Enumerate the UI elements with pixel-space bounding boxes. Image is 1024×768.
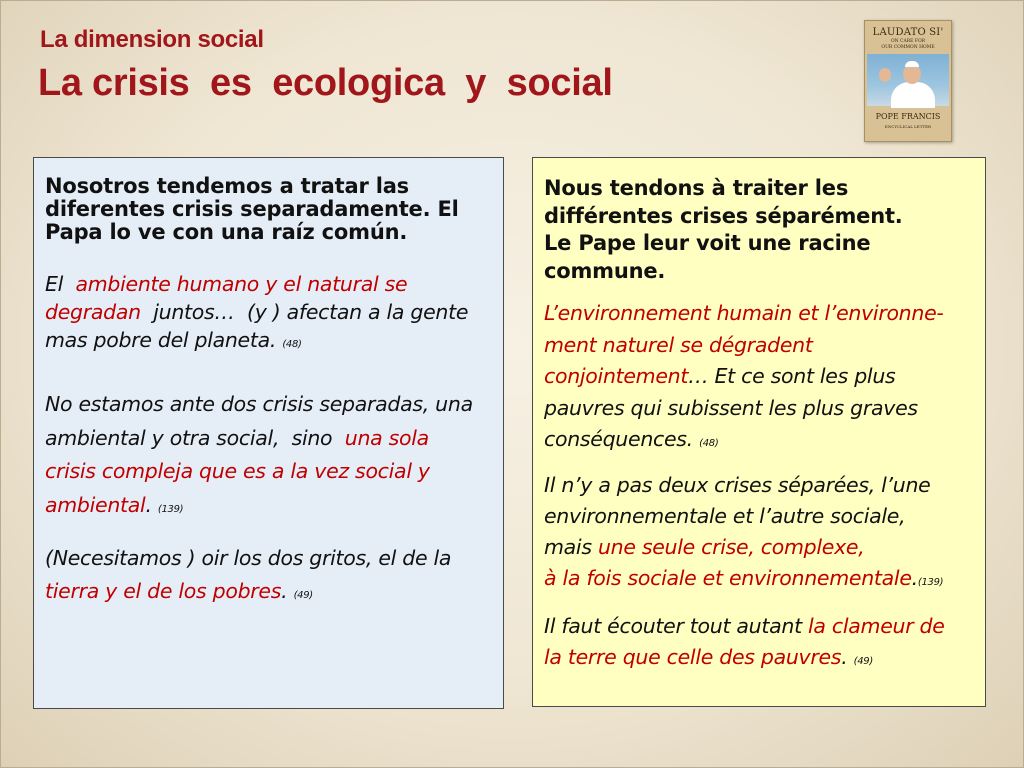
- text-highlight: degradan: [45, 300, 141, 324]
- french-lead: [544, 175, 903, 285]
- text: juntos… (y ) afectan a la gente: [140, 300, 469, 324]
- text-highlight: crisis compleja que es a la vez social y: [45, 459, 430, 483]
- citation-ref: (48): [282, 339, 302, 350]
- text: mais: [544, 535, 598, 559]
- book-footer: ENCYCLICAL LETTER: [884, 124, 932, 129]
- text: .: [841, 645, 854, 669]
- text-highlight: une seule crise, complexe,: [597, 535, 865, 559]
- french-lead-line-4: commune.: [544, 258, 666, 283]
- citation-ref: (48): [699, 438, 719, 449]
- french-lead-line-3: Le Pape leur voit une racine: [544, 231, 871, 255]
- text-highlight: la terre que celle des pauvres: [544, 645, 842, 669]
- book-subtitle-2: OUR COMMON HOME: [881, 45, 935, 50]
- text: Il n’y a pas deux crises séparées, l’une: [544, 473, 931, 497]
- text-highlight: ambiente humano y el natural se: [69, 272, 408, 296]
- french-text-box: [532, 157, 986, 707]
- book-cover-image: [864, 20, 952, 142]
- text: (Necesitamos ) oir los dos gritos, el de la: [45, 546, 452, 570]
- spanish-paragraph-2: [45, 388, 473, 526]
- text-highlight: à la fois sociale et environnementale: [544, 566, 912, 590]
- slide-subtitle: La dimension social: [40, 26, 264, 53]
- book-subtitle-1: ON CARE FOR: [890, 39, 926, 44]
- text: mas pobre del planeta.: [45, 328, 283, 352]
- text-highlight: tierra y el de los pobres: [45, 579, 282, 603]
- spanish-text-box: [33, 157, 504, 709]
- text: pauvres qui subissent les plus graves: [544, 395, 918, 420]
- text: El: [45, 272, 70, 296]
- text: No estamos ante dos crisis separadas, una: [45, 392, 473, 416]
- book-title: LAUDATO SI': [872, 27, 944, 38]
- citation-ref: (139): [157, 503, 184, 515]
- text: ambiental y otra social, sino: [45, 425, 339, 450]
- citation-ref: (49): [853, 656, 873, 667]
- text: environnementale et l’autre sociale,: [544, 504, 906, 528]
- slide-title: La crisis es ecologica y social: [38, 62, 613, 104]
- spanish-lead: [45, 175, 459, 244]
- text: Il faut écouter tout autant: [544, 614, 809, 638]
- text-highlight: ambiental: [45, 492, 146, 517]
- text-highlight: ment naturel se dégradent: [544, 332, 813, 357]
- spanish-lead-line-1: Nosotros tendemos a tratar las: [45, 174, 409, 198]
- text-highlight: conjointement: [544, 364, 689, 388]
- book-author: POPE FRANCIS: [875, 112, 941, 121]
- french-lead-line-1: Nous tendons à traiter les: [544, 176, 849, 200]
- citation-ref: (139): [917, 577, 944, 588]
- text: .: [911, 566, 918, 590]
- spanish-paragraph-1: [45, 270, 468, 359]
- text: … Et ce sont les plus: [688, 364, 896, 388]
- text: .: [145, 492, 158, 517]
- french-paragraph-1: [544, 298, 943, 460]
- text-highlight: una sola: [338, 425, 429, 450]
- spanish-paragraph-3: [45, 542, 451, 612]
- text-highlight: la clameur de: [808, 614, 945, 638]
- french-lead-line-2: différentes crises séparément.: [544, 203, 903, 228]
- citation-ref: (49): [293, 590, 313, 601]
- text: conséquences.: [544, 427, 700, 451]
- text-highlight: L’environnement humain et l’environne-: [544, 301, 944, 325]
- spanish-lead-line-3: Papa lo ve con una raíz común.: [45, 220, 408, 244]
- pope-photo: [867, 54, 949, 106]
- text: .: [281, 579, 294, 603]
- french-paragraph-3: [544, 611, 945, 677]
- french-paragraph-2: [544, 470, 943, 598]
- spanish-lead-line-2: diferentes crisis separadamente. El: [45, 197, 459, 221]
